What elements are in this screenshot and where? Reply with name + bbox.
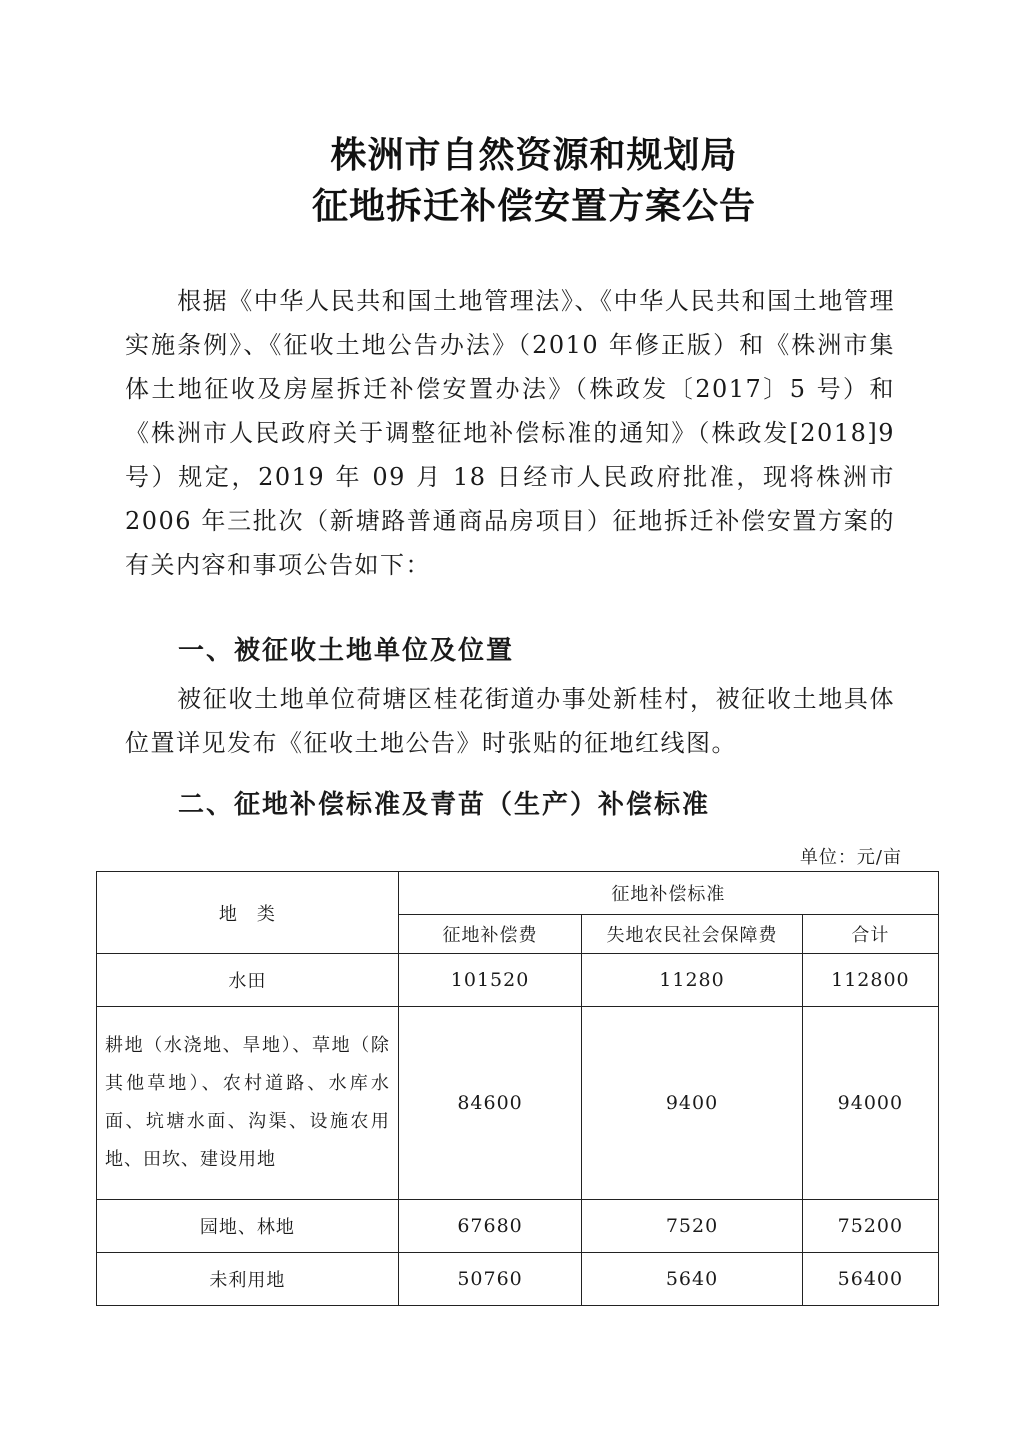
table-row	[97, 1200, 939, 1253]
row-category: 耕地（水浇地、旱地）、草地（除其他草地）、农村道路、水库水面、坑塘水面、沟渠、设施农用地、田坎、建设用地	[97, 1007, 399, 1200]
row-total: 75200	[802, 1200, 938, 1253]
table-unit-label: 单位：元/亩	[799, 847, 902, 868]
header-category: 地 类	[97, 872, 399, 954]
intro-text: 根据《中华人民共和国土地管理法》、《中华人民共和国土地管理实施条例》、《征收土地公告办法》（2010 年修正版）和《株洲市集体土地征收及房屋拆迁补偿安置办法》（株政发〔2017〕5 号）和《株洲市人民政府关于调整征地补偿标准的通知》（株政发[2018]9 号）规定，2019 年 09 月 18 日经市人民政府批准，现将株洲市 2006 年三批次（新塘路普通商品房项目）征地拆迁补偿安置方案的有关内容和事项公告如下：	[125, 287, 895, 579]
row-total: 56400	[802, 1253, 938, 1306]
header-col-social-security: 失地农民社会保障费	[582, 915, 803, 954]
row-compensation: 101520	[398, 954, 581, 1007]
table-row	[97, 954, 939, 1007]
table-row	[97, 1007, 939, 1200]
section-2-heading: 二、征地补偿标准及青苗（生产）补偿标准	[178, 790, 711, 820]
row-social-security: 5640	[582, 1253, 803, 1306]
row-social-security: 7520	[582, 1200, 803, 1253]
row-compensation: 84600	[398, 1007, 581, 1200]
compensation-table	[96, 871, 939, 1306]
row-category: 园地、林地	[97, 1200, 399, 1253]
section-1-text: 被征收土地单位荷塘区桂花街道办事处新桂村，被征收土地具体位置详见发布《征收土地公告》时张贴的征地红线图。	[125, 685, 895, 757]
row-social-security: 9400	[582, 1007, 803, 1200]
row-social-security: 11280	[582, 954, 803, 1007]
row-total: 94000	[802, 1007, 938, 1200]
page-title-line-1: 株洲市自然资源和规划局	[330, 135, 738, 176]
section-1-heading: 一、被征收土地单位及位置	[178, 636, 515, 666]
section-1-paragraph	[125, 677, 895, 765]
header-col-compensation: 征地补偿费	[398, 915, 581, 954]
table-row	[97, 1253, 939, 1306]
row-category: 未利用地	[97, 1253, 399, 1306]
row-compensation: 67680	[398, 1200, 581, 1253]
page-title-line-2: 征地拆迁补偿安置方案公告	[311, 186, 756, 227]
row-compensation: 50760	[398, 1253, 581, 1306]
row-total: 112800	[802, 954, 938, 1007]
header-group: 征地补偿标准	[398, 872, 938, 915]
row-category: 水田	[97, 954, 399, 1007]
intro-paragraph	[125, 279, 895, 587]
header-col-total: 合计	[802, 915, 938, 954]
